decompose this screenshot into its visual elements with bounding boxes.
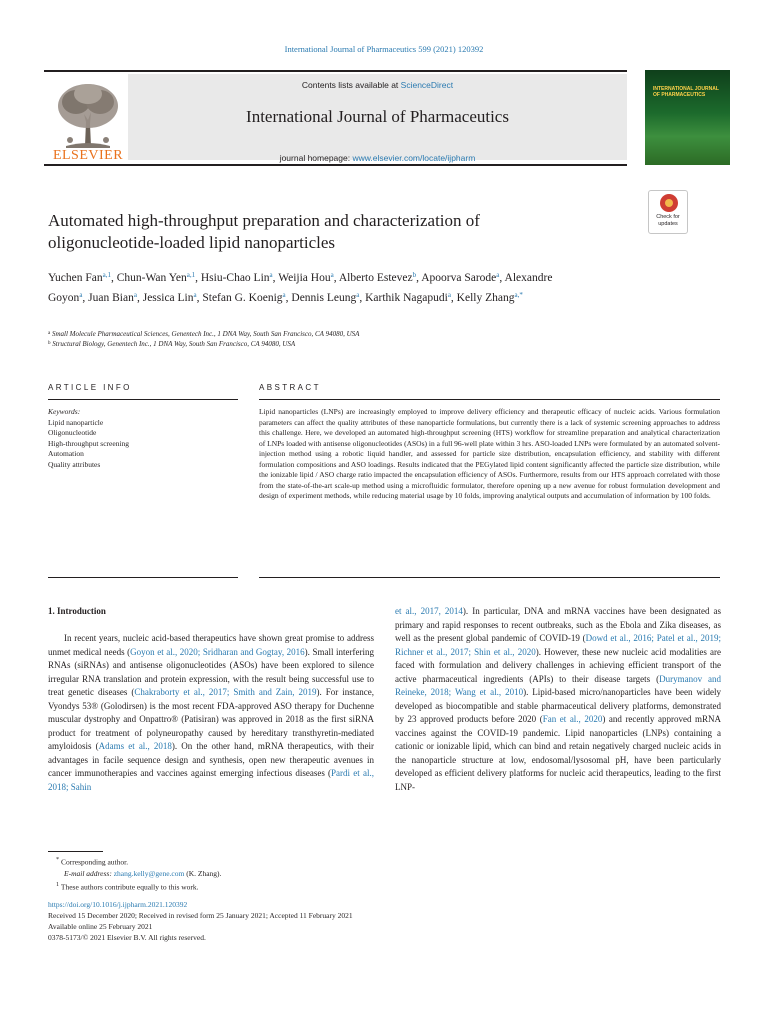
affiliation-row (48, 339, 708, 349)
keyword-list (48, 418, 238, 471)
body-text: ). However, these new nucleic acid modalities are faced with formulation and delivery challenges in achieving efficient transport of the active pharmaceutical ingredients (APIs) to their disease targets ( (395, 646, 721, 684)
received-dates: Received 15 December 2020; Received in revised form 25 January 2021; Accepted 11 February 2021 (48, 911, 353, 920)
citation-link[interactable]: Fan et al., 2020 (542, 714, 603, 724)
author-affiliation-mark[interactable]: a,1 (102, 271, 111, 279)
author-name[interactable]: Weijia Hou (278, 272, 331, 284)
author-separator: , (359, 292, 366, 304)
crossmark-line-1: Check for (656, 214, 680, 220)
available-online: Available online 25 February 2021 (48, 922, 153, 931)
abstract-rule (259, 399, 720, 400)
article-metadata (48, 899, 548, 943)
author-name[interactable]: Juan Bian (88, 292, 134, 304)
affiliation-text: Structural Biology, Genentech Inc., 1 DNA Way, South San Francisco, CA 94080, USA (50, 340, 296, 348)
author-name[interactable]: Chun-Wan Yen (116, 272, 187, 284)
body-text: ). Lipid-based micro/nanoparticles have been widely developed as biocompatible and stable pharmaceutical delivery platforms, demonstrated by 23 approved products before 2020 ( (395, 687, 721, 724)
author-affiliation-mark[interactable]: a,1 (186, 271, 196, 279)
corresponding-author-note (48, 854, 488, 868)
check-for-updates-badge[interactable] (648, 190, 688, 234)
author-name[interactable]: Dennis Leung (291, 292, 357, 304)
author-name[interactable]: Hsiu-Chao Lin (200, 272, 270, 284)
author-name[interactable]: Alberto Estevez (338, 272, 413, 284)
affiliation-text: Small Molecule Pharmaceutical Sciences, Genentech Inc., 1 DNA Way, South San Francisco, CA 94080, USA (50, 330, 360, 338)
citation-link[interactable]: Adams et al., 2018 (98, 741, 172, 751)
author-affiliation-mark[interactable]: a,* (514, 291, 523, 299)
author-affiliation-mark[interactable]: a (133, 291, 137, 299)
article-info-heading: ARTICLE INFO (48, 383, 132, 392)
author-name[interactable]: Alexandre Goyon (48, 272, 553, 304)
keyword-item: High-throughput screening (48, 438, 130, 448)
footnotes (48, 854, 488, 892)
journal-reference[interactable]: International Journal of Pharmaceutics 599 (2021) 120392 (284, 44, 484, 54)
author-name[interactable]: Kelly Zhang (456, 292, 515, 304)
body-text: ). Small interfering RNAs (siRNAs) and antisense oligonucleotides (ASOs) have been explored to silence irregular RNA translation and protein expression, with the result being successful use to treat genetic diseases ( (48, 646, 374, 697)
keyword-item: Lipid nanoparticle (48, 417, 104, 427)
author-separator: , (195, 272, 201, 284)
author-affiliation-mark[interactable]: b (412, 271, 417, 279)
author-separator: , (136, 292, 143, 304)
citation-link[interactable]: et al., 2017, 2014 (395, 606, 463, 616)
copyright: 0378-5173/© 2021 Elsevier B.V. All rights reserved. (48, 933, 206, 942)
keywords-label: Keywords: (48, 407, 81, 416)
author-affiliation-mark[interactable]: a (447, 291, 451, 299)
author-list (48, 267, 568, 307)
article-info-rule (48, 399, 238, 400)
email-suffix: (K. Zhang). (184, 868, 222, 878)
keywords-block (48, 407, 238, 470)
email-note (48, 868, 488, 879)
author-affiliation-mark[interactable]: a (269, 271, 273, 279)
author-affiliation-mark[interactable]: a (193, 291, 197, 299)
affiliations (48, 329, 708, 349)
author-separator: , (416, 272, 422, 284)
body-text: ) and recently approved mRNA vaccines against the COVID-19 pandemic. Lipid nanoparticles (LNPs) containing a cationic or ionizable lipid, which can bind and retain negatively charged nucleic acids in the nanoparticle structure at low, endosomal/lysosomal pH, have been particularly developed as efficient delivery platforms for nucleic acid therapeutics, leading to the first LNP- (395, 714, 721, 792)
article-title-line-2: oligonucleotide-loaded lipid nanoparticles (48, 233, 336, 252)
article-title (48, 210, 608, 254)
crossmark-icon (660, 194, 678, 212)
author-name[interactable]: Yuchen Fan (48, 272, 103, 284)
article-info-end-rule (48, 577, 238, 578)
author-name[interactable]: Stefan G. Koenig (202, 292, 283, 304)
introduction-heading: 1. Introduction (48, 606, 106, 616)
author-separator: , (110, 272, 117, 284)
abstract-end-rule (259, 577, 720, 578)
body-text: ). In particular, DNA and mRNA vaccines have been designated as primary and rapid responses to recent outbreaks, such as the Ebola and Zika diseases, as well as the present global pandemic of COVID-19 ( (395, 606, 721, 643)
author-affiliation-mark[interactable]: a (79, 291, 83, 299)
author-separator: , (272, 272, 279, 284)
keyword-item: Oligonucleotide (48, 428, 97, 437)
masthead-top-rule (44, 70, 627, 72)
masthead-bottom-rule (44, 164, 627, 166)
contents-line (128, 80, 627, 90)
introduction-column-left (48, 632, 374, 794)
sciencedirect-link[interactable]: ScienceDirect (400, 80, 454, 90)
journal-masthead (44, 70, 730, 170)
author-name[interactable]: Jessica Lin (142, 292, 194, 304)
journal-title: International Journal of Pharmaceutics (246, 107, 509, 126)
affiliation-letter: a (48, 331, 51, 336)
author-separator: , (82, 292, 89, 304)
cover-title: INTERNATIONAL JOURNAL OF PHARMACEUTICS (653, 86, 719, 98)
keyword-item: Automation (48, 449, 84, 458)
author-affiliation-mark[interactable]: a (496, 271, 500, 279)
homepage-prefix: journal homepage: (279, 153, 353, 163)
author-separator: , (196, 292, 203, 304)
body-text: In recent years, nucleic acid-based therapeutics have shown great promise to address unmet medical needs ( (48, 633, 374, 657)
citation-link[interactable]: Goyon et al., 2020; Sridharan and Gogtay, 2016 (130, 646, 305, 657)
crossmark-line-2: updates (658, 220, 678, 227)
body-text: ). On the other hand, mRNA therapeutics, with their advantages in facile sequence design and synthesis, open new therapeutic avenues in cancer immunotherapies and vaccines against emerging infectious diseases ( (48, 741, 374, 778)
author-separator: , (333, 272, 339, 284)
equal-mark: 1 (56, 880, 60, 888)
affiliation-letter: b (48, 341, 51, 346)
citation-link[interactable]: Dowd et al., 2016; Patel et al., 2019; Richner et al., 2017; Shin et al., 2020 (395, 633, 721, 657)
citation-link[interactable]: Pardi et al., 2018; Sahin (48, 768, 374, 792)
doi-link[interactable]: https://doi.org/10.1016/j.ijpharm.2021.120392 (48, 900, 188, 909)
citation-link[interactable]: Durymanov and Reineke, 2018; Wang et al., 2010 (395, 673, 721, 697)
author-affiliation-mark[interactable]: a (330, 271, 334, 279)
keyword-item: Quality attributes (48, 459, 101, 469)
author-affiliation-mark[interactable]: a (282, 291, 286, 299)
author-separator: , (285, 292, 292, 304)
author-name[interactable]: Karthik Nagapudi (365, 292, 448, 304)
author-name[interactable]: Apoorva Sarode (421, 272, 497, 284)
contents-prefix: Contents lists available at (301, 80, 401, 90)
footnote-rule (48, 851, 103, 852)
journal-cover-thumbnail[interactable] (645, 70, 730, 165)
introduction-column-right (395, 605, 721, 794)
email-label: E-mail address: (64, 868, 112, 878)
homepage-link[interactable]: www.elsevier.com/locate/ijpharm (352, 153, 476, 163)
author-affiliation-mark[interactable]: a (356, 291, 360, 299)
crossmark-label (649, 214, 687, 227)
corresponding-mark: * (56, 856, 60, 863)
publisher-name: ELSEVIER (52, 148, 124, 163)
corresponding-text: Corresponding author. (61, 857, 129, 867)
equal-contribution-note (48, 879, 488, 893)
author-separator: , (499, 272, 505, 284)
masthead-banner (128, 74, 627, 163)
abstract-heading: ABSTRACT (259, 383, 321, 392)
citation-link[interactable]: Chakraborty et al., 2017; Smith and Zain, 2019 (134, 687, 317, 697)
article-title-line-1: Automated high-throughput preparation and characterization of (48, 211, 480, 230)
homepage-line (128, 153, 627, 163)
equal-text: These authors contribute equally to this work. (60, 882, 199, 891)
body-text: ). For instance, Vyondys 53® (Golodirsen) is the most recent FDA-approved ASO therapy for Duchenne muscular dystrophy and Onpattro® (Patisiran) was approved in 2018 as the first siRNA product for treatment of polyneuropathy caused by hereditary transthyretin-mediated amyloidosis ( (48, 687, 374, 751)
abstract-text: Lipid nanoparticles (LNPs) are increasingly employed to improve delivery efficiency and therapeutic efficacy of nucleic acids. Various formulation parameters can affect the quality attributes of these nanoparticle formulations, but currently there is a lack of systemic screening approaches to address this challenge. Here, we developed an automated high-throughput screening (HTS) workflow for streamline preparation and analytical characterization of LNPs loaded with antisense oligonucleotides (ASOs) in a full 96-well plate within 3 hrs. ASO-loaded LNPs were formulated by an automated solvent-injection method using a robotic liquid handler, and assessed for particle size distribution, encapsulation efficiency, and stability with different formulation compositions and ASO loadings. Results indicated that the PEGylated lipid content significantly affected the particle size distribution, while the ionizable lipid / ASO charge ratio impacted the encapsulation efficiency of ASOs. Furthermore, results from our HTS approach correlated with those from the state-of-the-art scale-up method using a microfluidic formulator, therefore opening up a new avenue for robust formulation development and design of experiment methods, while reducing material usage by 10 folds, improving analytical outputs and accumulation of information by 100 folds. (259, 407, 720, 500)
author-separator: , (450, 292, 457, 304)
affiliation-row (48, 329, 708, 339)
email-link[interactable]: zhang.kelly@gene.com (113, 868, 185, 878)
